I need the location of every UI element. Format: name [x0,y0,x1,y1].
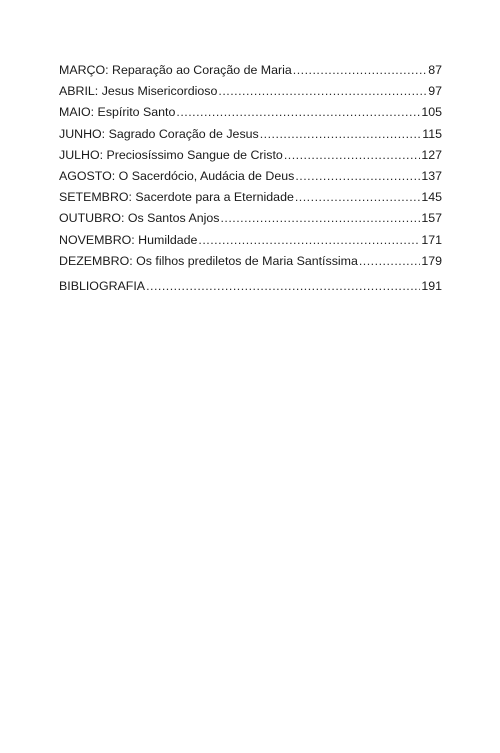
toc-entry-title: MARÇO: Reparação ao Coração de Maria [59,63,292,77]
table-of-contents [59,60,442,297]
dot-leader [198,230,420,251]
toc-page-number: 115 [422,126,442,141]
toc-entry [59,60,442,81]
toc-entry-title: JUNHO: Sagrado Coração de Jesus [59,126,259,141]
toc-page-number: 157 [421,211,442,226]
toc-page-number: 87 [428,63,442,77]
toc-page-number: 137 [421,168,442,183]
toc-page-number: 145 [421,190,442,205]
toc-entry [59,81,442,102]
dot-leader [359,251,420,272]
toc-entry-title: NOVEMBRO: Humildade [59,232,198,247]
toc-entry [59,124,442,145]
toc-entry [59,145,442,166]
dot-leader [260,124,422,145]
toc-page-number: 171 [421,232,442,247]
toc-page-number: 127 [421,147,442,162]
dot-leader [176,102,420,123]
toc-entry-title: OUTUBRO: Os Santos Anjos [59,211,220,226]
toc-entry-title: DEZEMBRO: Os filhos prediletos de Maria Santíssima [59,253,358,268]
toc-entry [59,187,442,208]
toc-entry-title: ABRIL: Jesus Misericordioso [59,84,218,99]
toc-entry [59,208,442,229]
toc-page-number: 105 [421,105,442,120]
dot-leader [284,145,421,166]
toc-entry [59,230,442,251]
dot-leader [218,81,427,102]
toc-page-number: 179 [421,253,442,268]
dot-leader [220,208,420,229]
dot-leader [295,166,420,187]
toc-entry [59,102,442,123]
toc-entry-title: SETEMBRO: Sacerdote para a Eternidade [59,190,294,205]
toc-entry-title: AGOSTO: O Sacerdócio, Audácia de Deus [59,168,295,183]
toc-entry [59,166,442,187]
dot-leader [295,187,420,208]
toc-entry-bibliography [59,276,442,297]
toc-entry [59,251,442,272]
toc-entry-title: MAIO: Espírito Santo [59,105,176,120]
dot-leader [293,60,427,81]
toc-entry-title: JULHO: Preciosíssimo Sangue de Cristo [59,147,283,162]
toc-page-number: 97 [428,84,442,99]
toc-entry-title: BIBLIOGRAFIA [59,278,146,293]
dot-leader [146,276,420,297]
toc-page-number: 191 [421,278,442,293]
